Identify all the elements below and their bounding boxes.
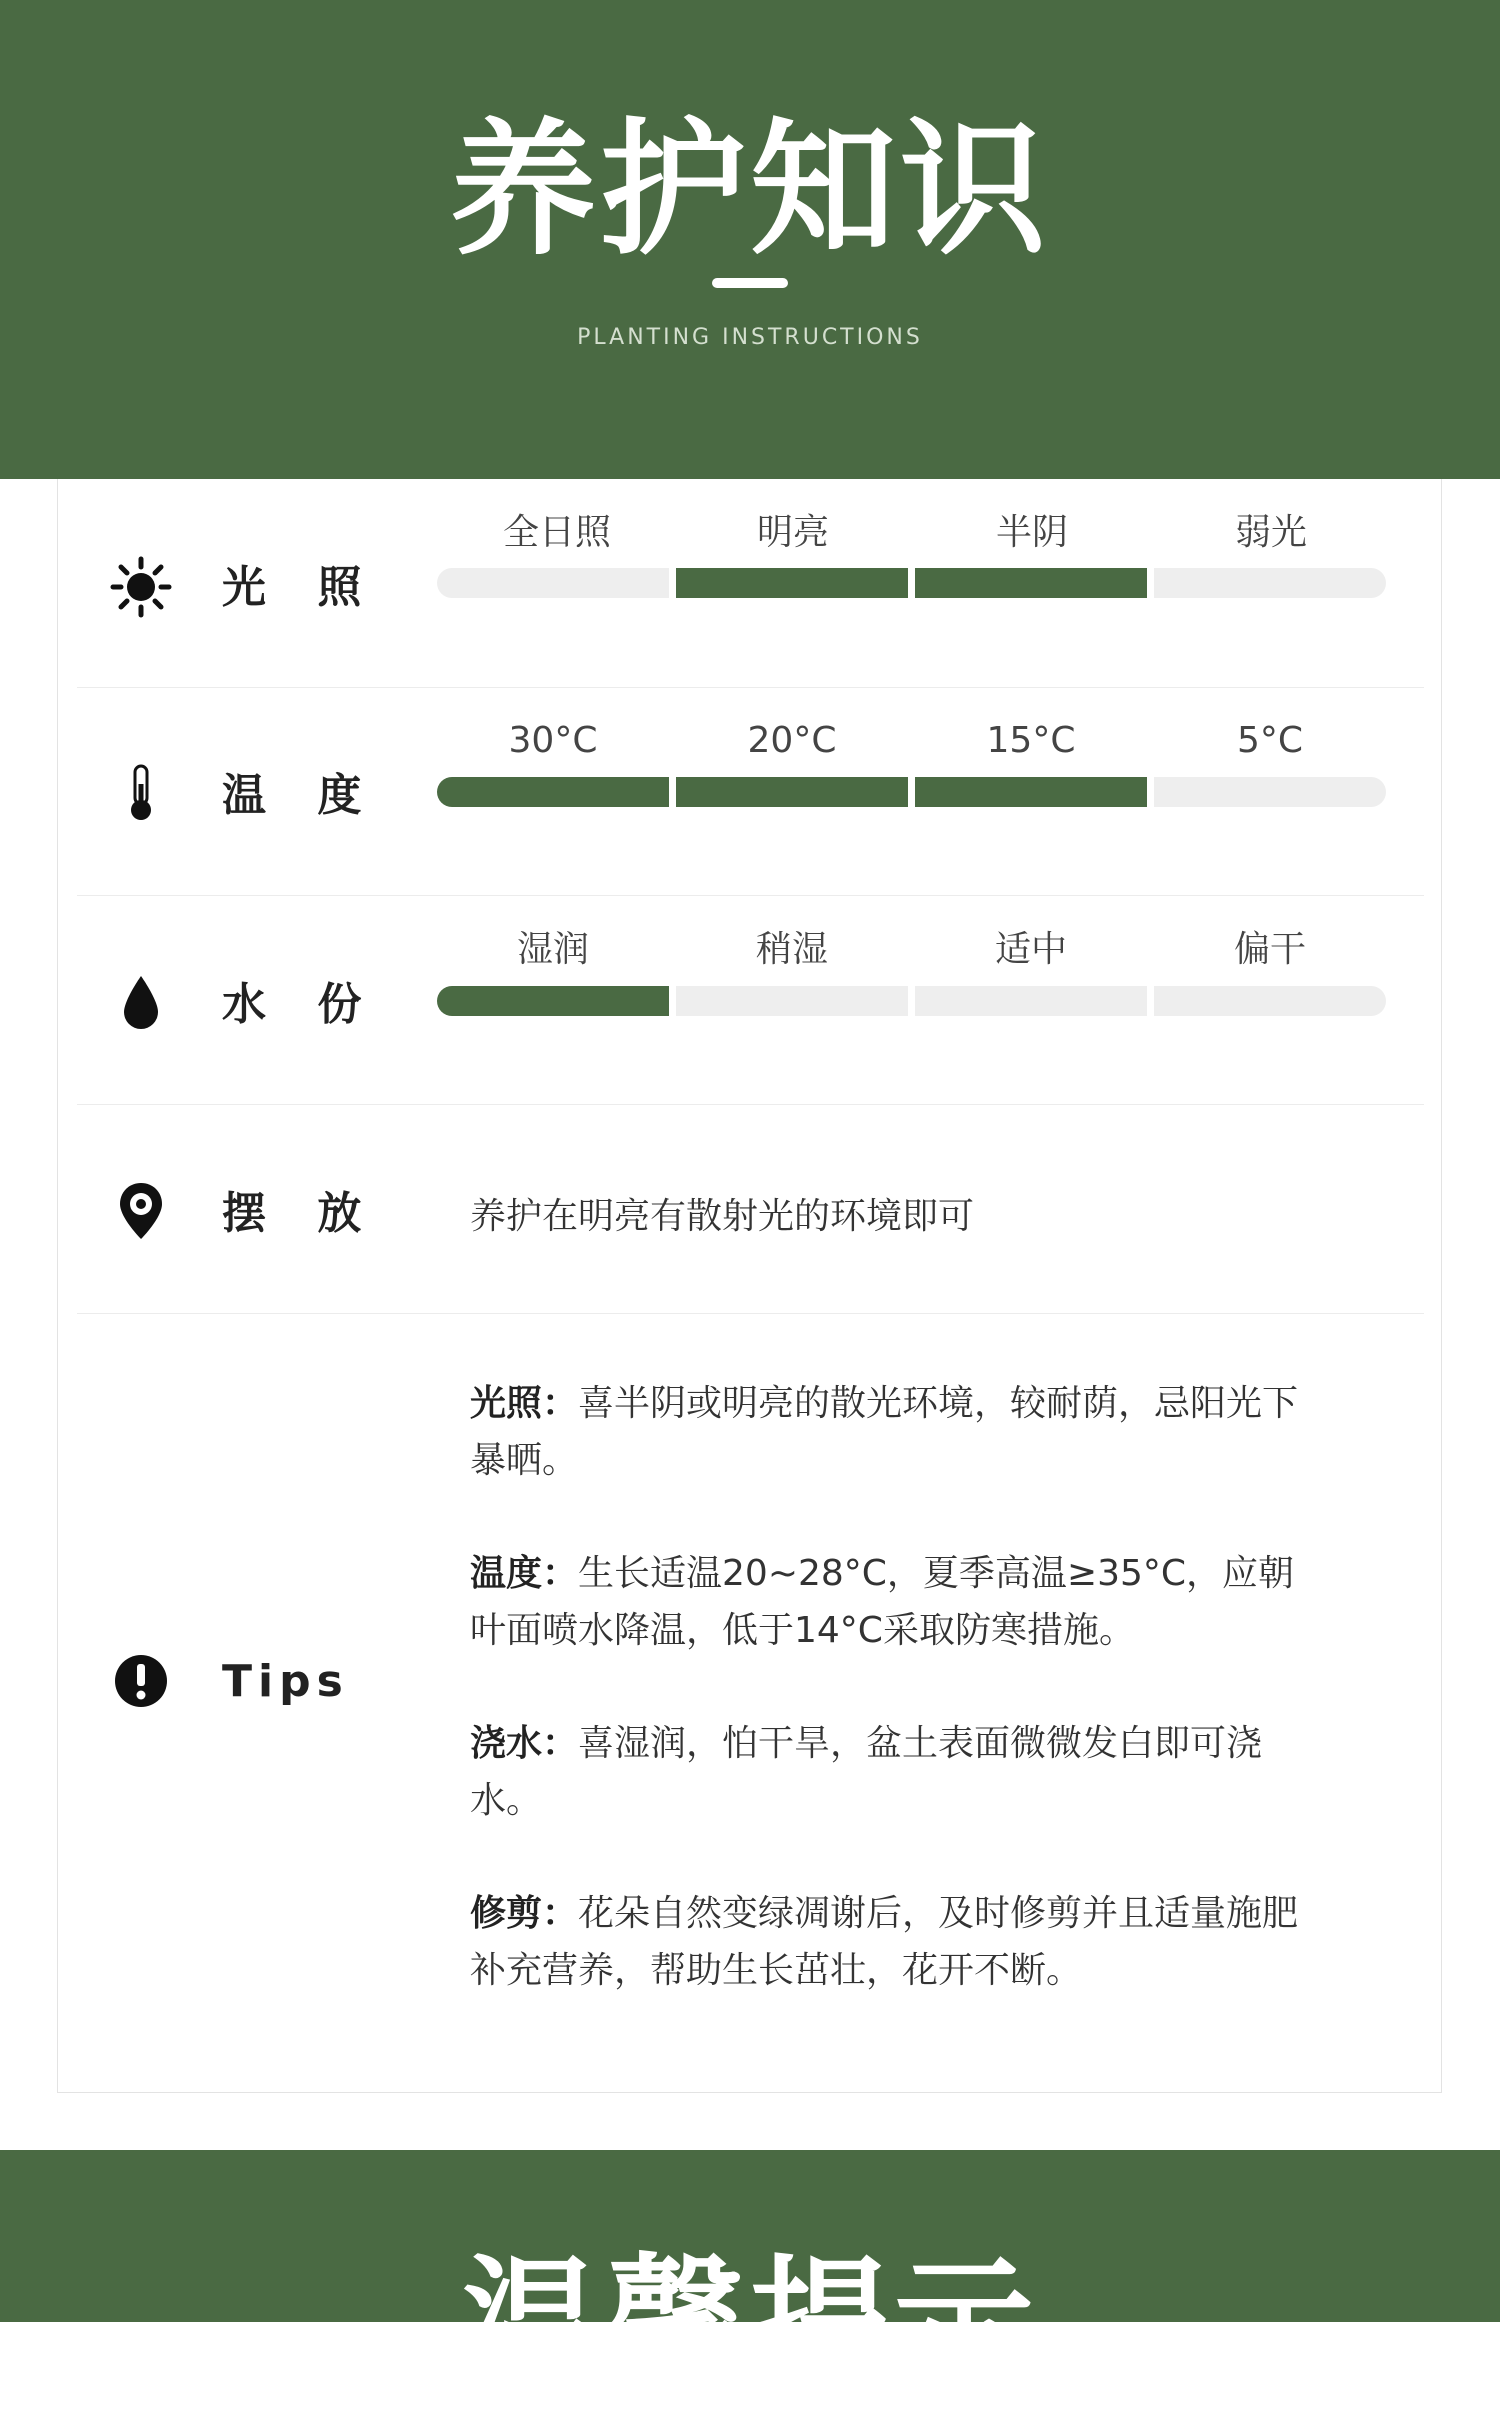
water-bar-segment (676, 986, 908, 1016)
header-banner (0, 0, 1500, 479)
placement-label: 摆 放 (222, 1188, 380, 1239)
tip-title: 浇水： (470, 1723, 579, 1764)
temperature-level-5: 5°C (1236, 720, 1304, 761)
water-level-moderate: 适中 (994, 929, 1067, 970)
tip-item (470, 1885, 1330, 1999)
light-label: 光 照 (222, 562, 380, 613)
page-subtitle: PLANTING INSTRUCTIONS (577, 325, 923, 350)
thermometer-icon (110, 762, 172, 824)
temperature-level-20: 20°C (747, 720, 837, 761)
water-bar-segment (1154, 986, 1386, 1016)
exclamation-icon (110, 1650, 172, 1712)
tip-title: 温度： (470, 1553, 579, 1594)
tip-body: 喜半阴或明亮的散光环境，较耐荫，忌阳光下暴晒。 (470, 1383, 1299, 1481)
tip-body: 生长适温20~28°C，夏季高温≥35°C，应朝叶面喷水降温，低于14°C采取防寒措施。 (470, 1553, 1295, 1651)
temperature-label: 温 度 (222, 770, 380, 821)
temperature-bar-segment (437, 777, 669, 807)
light-level-full-sun: 全日照 (502, 512, 611, 553)
water-drop-icon (110, 972, 172, 1034)
row-divider (77, 1104, 1424, 1105)
temperature-bar-segment (1154, 777, 1386, 807)
tip-title: 光照： (470, 1383, 579, 1424)
row-divider (77, 687, 1424, 688)
sun-icon (110, 556, 172, 618)
temperature-level-15: 15°C (986, 720, 1076, 761)
temperature-bar-segment (915, 777, 1147, 807)
light-level-bright: 明亮 (756, 512, 829, 553)
water-level-dry: 偏干 (1233, 929, 1306, 970)
light-bar-segment (437, 568, 669, 598)
tips-list (470, 1375, 1330, 2055)
water-level-slightly-moist: 稍湿 (755, 929, 828, 970)
water-bar-segment (915, 986, 1147, 1016)
row-divider (77, 895, 1424, 896)
location-pin-icon (110, 1180, 172, 1242)
tip-item (470, 1375, 1330, 1489)
water-label: 水 份 (222, 979, 380, 1030)
tips-label: Tips (222, 1656, 349, 1707)
temperature-bar-segment (676, 777, 908, 807)
water-level-moist: 湿润 (516, 929, 589, 970)
light-bar-segment (676, 568, 908, 598)
light-level-partial-shade: 半阴 (995, 512, 1068, 553)
water-bar-segment (437, 986, 669, 1016)
light-level-low-light: 弱光 (1234, 512, 1307, 553)
light-bar-segment (915, 568, 1147, 598)
footer-title: 温馨提示 (461, 2243, 1038, 2406)
temperature-level-30: 30°C (508, 720, 598, 761)
tip-body: 喜湿润，怕干旱，盆土表面微微发白即可浇水。 (470, 1723, 1263, 1821)
title-underline (712, 278, 788, 288)
tip-item (470, 1545, 1330, 1659)
light-bar-segment (1154, 568, 1386, 598)
placement-text: 养护在明亮有散射光的环境即可 (470, 1196, 975, 1237)
page-title: 养护知识 (450, 105, 1050, 275)
row-divider (77, 1313, 1424, 1314)
tip-title: 修剪： (470, 1893, 579, 1934)
footer-banner (0, 2150, 1500, 2406)
tip-item (470, 1715, 1330, 1829)
tip-body: 花朵自然变绿凋谢后，及时修剪并且适量施肥补充营养，帮助生长茁壮，花开不断。 (470, 1893, 1299, 1991)
